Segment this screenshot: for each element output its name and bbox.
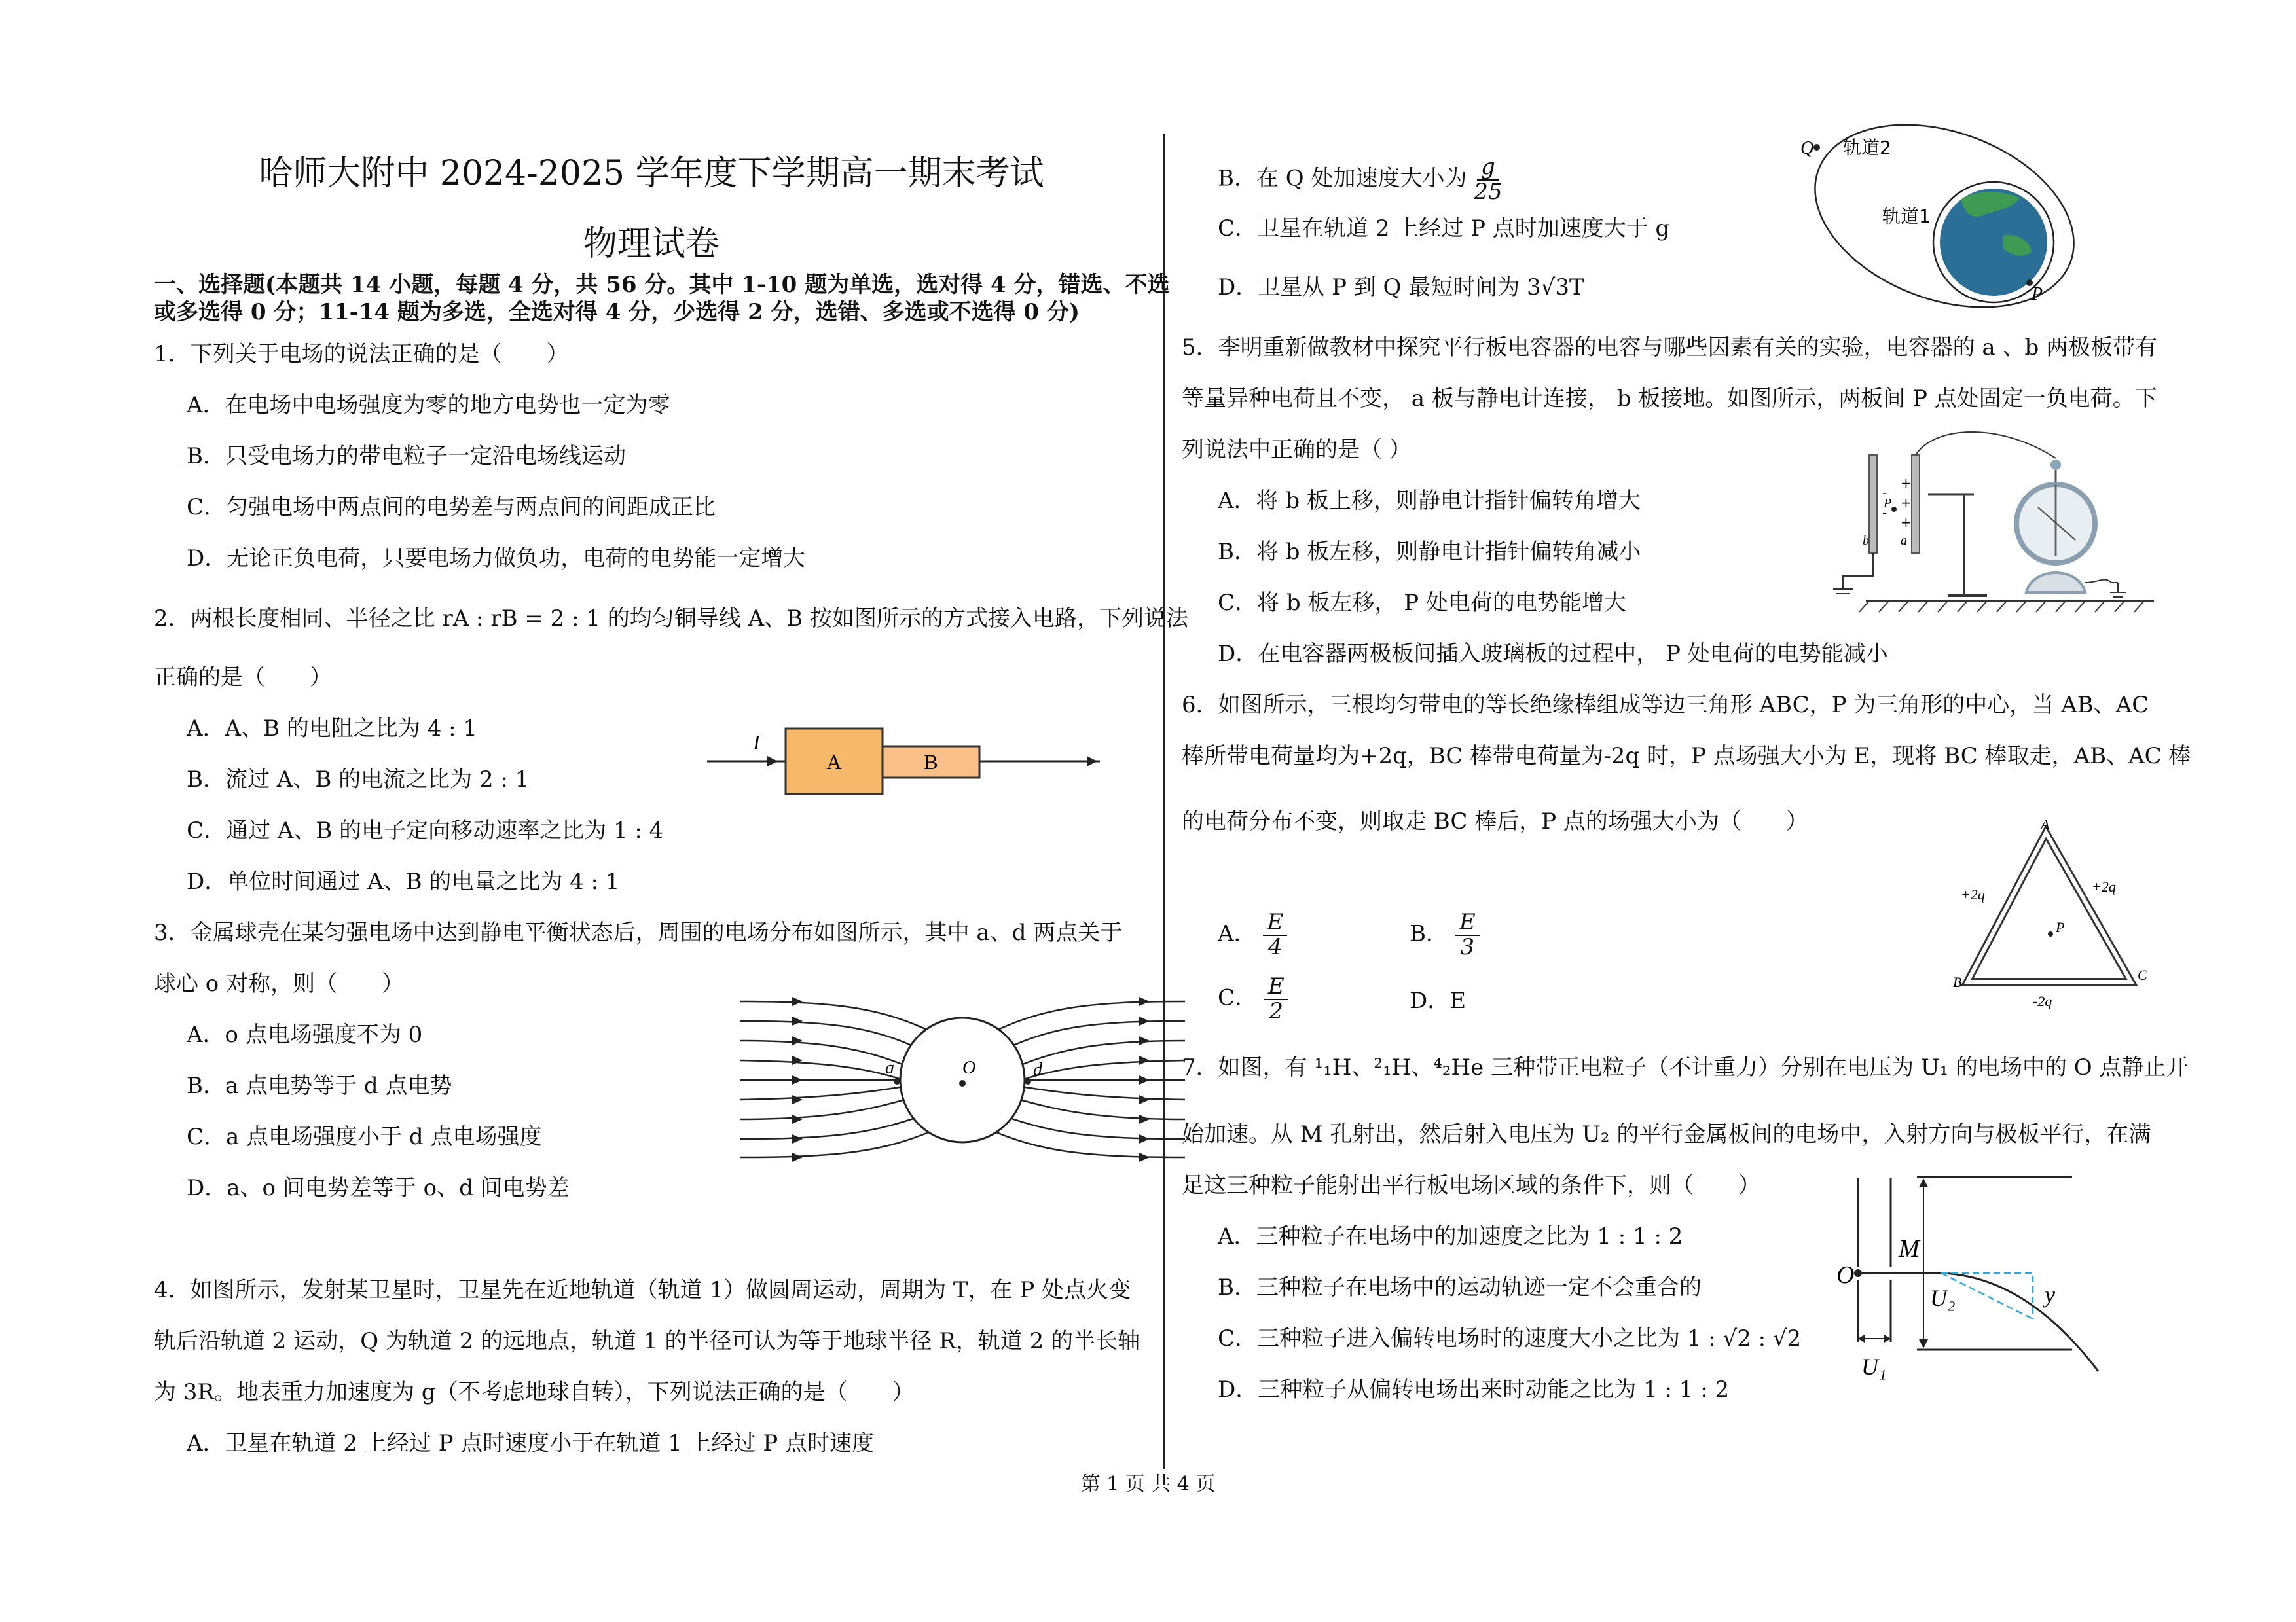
q3-option-c: C．a 点电场强度小于 d 点电场强度: [187, 1124, 542, 1150]
q2-option-a: A．A、B 的电阻之比为 4 : 1: [187, 715, 478, 742]
q2-current-label: I: [753, 730, 760, 754]
q3-stem-line2: 球心 o 对称，则（ ）: [154, 971, 405, 997]
q5-capacitor-figure: [1830, 425, 2157, 615]
svg-text:-: -: [1882, 485, 1887, 501]
q3-label-d: d: [1033, 1060, 1042, 1080]
q6-stem-line1: 6．如图所示，三根均匀带电的等长绝缘棒组成等边三角形 ABC，P 为三角形的中心，当 AB、AC: [1182, 692, 2149, 718]
q3-field-figure: [740, 988, 1185, 1165]
q6-option-c-fraction: [1264, 975, 1288, 1023]
q6-option-d: D．E: [1410, 988, 1467, 1014]
svg-text:-: -: [1882, 505, 1887, 520]
q4-b-denominator: 25: [1474, 178, 1503, 205]
q7-label-u1: U₁: [1861, 1354, 1887, 1380]
q4-option-c: C．卫星在轨道 2 上经过 P 点时加速度大于 g: [1218, 215, 1670, 242]
q5-option-b: B．将 b 板左移，则静电计指针偏转角减小: [1218, 539, 1641, 565]
q6-option-b-label: B．: [1410, 920, 1448, 947]
q2-option-d: D．单位时间通过 A、B 的电量之比为 4 : 1: [187, 869, 620, 895]
q6-a-denominator: 4: [1267, 933, 1283, 960]
q4-option-d: D．卫星从 P 到 Q 最短时间为 3√3T: [1218, 274, 1584, 300]
q4-option-b-text: B．在 Q 处加速度大小为: [1218, 165, 1467, 192]
q7-deflection-figure: [1836, 1165, 2111, 1388]
q7-option-b: B．三种粒子在电场中的运动轨迹一定不会重合的: [1218, 1274, 1702, 1301]
page-footer: 第 1 页 共 4 页: [1080, 1473, 1216, 1496]
q5-option-d: D．在电容器两极板间插入玻璃板的过程中， P 处电荷的电势能减小: [1218, 641, 1888, 667]
q7-stem-line3: 足这三种粒子能射出平行板电场区域的条件下，则（ ）: [1182, 1172, 1760, 1198]
page-title: 哈师大附中 2024-2025 学年度下学期高一期末考试: [259, 154, 1044, 193]
q4-orbit2-label: 轨道2: [1843, 137, 1891, 158]
q3-option-b: B．a 点电势等于 d 点电势: [187, 1073, 452, 1099]
section-heading-line1: 一、选择题(本题共 14 小题，每题 4 分，共 56 分。其中 1-10 题为单选，选对得 4 分，错选、不选: [154, 272, 1170, 298]
page-subtitle: 物理试卷: [583, 225, 720, 264]
q6-option-a: [1218, 911, 1287, 959]
q3-label-a: a: [885, 1058, 894, 1078]
q4-b-numerator: g: [1477, 156, 1499, 181]
q1-option-b: B．只受电场力的带电粒子一定沿电场线运动: [187, 443, 626, 469]
q6-triangle-figure: [1948, 816, 2170, 1016]
q6-label-p: P: [2056, 919, 2065, 935]
q1-option-c: C．匀强电场中两点间的电势差与两点间的间距成正比: [187, 494, 716, 520]
q6-option-a-fraction: [1263, 911, 1287, 959]
q7-label-m: M: [1899, 1235, 1920, 1263]
q2-stem-line1: 2．两根长度相同、半径之比 rA : rB = 2 : 1 的均匀铜导线 A、B 按如图所示的方式接入电路，下列说法: [154, 605, 1188, 632]
q6-label-c: C: [2138, 967, 2147, 983]
section-heading-line2: 或多选得 0 分；11-14 题为多选，全选对得 4 分，少选得 2 分，选错、多选或不选得 0 分): [154, 299, 1080, 325]
q4-option-a: A．卫星在轨道 2 上经过 P 点时速度小于在轨道 1 上经过 P 点时速度: [187, 1430, 875, 1456]
q6-label-a: A: [2041, 816, 2050, 833]
q4-orbit-figure: [1800, 124, 2079, 314]
q3-option-d: D．a、o 间电势差等于 o、d 间电势差: [187, 1175, 570, 1201]
q7-stem-line2: 始加速。从 M 孔射出，然后射入电压为 U₂ 的平行金属板间的电场中，入射方向与极板平行，在满: [1182, 1121, 2151, 1147]
q5-stem-line3: 列说法中正确的是（ ）: [1182, 437, 1412, 463]
q5-option-c: C．将 b 板左移， P 处电荷的电势能增大: [1218, 590, 1626, 616]
q7-label-y: y: [2045, 1282, 2055, 1308]
q4-option-b-fraction: [1474, 156, 1502, 204]
q5-option-a: A．将 b 板上移，则静电计指针偏转角增大: [1218, 488, 1641, 514]
q7-option-c: C．三种粒子进入偏转电场时的速度大小之比为 1 : √2 : √2: [1218, 1325, 1802, 1352]
q4-label-p: P: [2032, 284, 2043, 304]
q4-orbit1-label: 轨道1: [1882, 206, 1931, 227]
q3-stem-line1: 3．金属球壳在某匀强电场中达到静电平衡状态后，周围的电场分布如图所示，其中 a、d 两点关于: [154, 920, 1123, 946]
q4-stem-line2: 轨后沿轨道 2 运动，Q 为轨道 2 的远地点，轨道 1 的半径可认为等于地球半径 R，轨道 2 的半长轴: [154, 1328, 1140, 1354]
q7-label-u2: U₂: [1930, 1285, 1956, 1311]
q5-stem-line2: 等量异种电荷且不变， a 板与静电计连接， b 板接地。如图所示，两板间 P 点处固定一负电荷。下: [1182, 386, 2157, 412]
svg-text:+: +: [1901, 475, 1912, 491]
q6-b-denominator: 3: [1460, 933, 1475, 960]
q4-stem-line3: 为 3R。地表重力加速度为 g（不考虑地球自转），下列说法正确的是（ ）: [154, 1379, 915, 1405]
q1-option-d: D．无论正负电荷，只要电场力做负功，电荷的电势能一定增大: [187, 545, 806, 571]
q6-stem-line3: 的电荷分布不变，则取走 BC 棒后，P 点的场强大小为（ ）: [1182, 808, 1808, 835]
q6-label-b: B: [1953, 974, 1962, 990]
q6-option-c-label: C．: [1218, 984, 1258, 1011]
q3-label-o: O: [962, 1058, 976, 1078]
q5-label-a: a: [1901, 533, 1907, 548]
q6-a-numerator: E: [1263, 911, 1287, 936]
q4-label-q: Q: [1800, 138, 1814, 158]
q6-option-c: [1218, 975, 1288, 1023]
q2-option-c: C．通过 A、B 的电子定向移动速率之比为 1 : 4: [187, 818, 664, 844]
q2-option-b: B．流过 A、B 的电流之比为 2 : 1: [187, 766, 530, 793]
q1-option-a: A．在电场中电场强度为零的地方电势也一定为零: [187, 392, 670, 418]
svg-text:+: +: [1901, 514, 1912, 530]
q7-stem-line1: 7．如图，有 ¹₁H、²₁H、⁴₂He 三种带正电粒子（不计重力）分别在电压为 U₁ 的电场中的 O 点静止开: [1182, 1054, 2189, 1081]
q2-box-b-label: B: [924, 750, 938, 774]
q6-b-numerator: E: [1455, 911, 1480, 936]
q4-option-b: [1218, 156, 1503, 204]
q5-label-b: b: [1863, 533, 1869, 548]
q6-option-a-label: A．: [1218, 920, 1256, 947]
q2-box-a-label: A: [826, 750, 842, 774]
q6-c-denominator: 2: [1269, 998, 1284, 1024]
q3-option-a: A．o 点电场强度不为 0: [187, 1022, 423, 1048]
q2-stem-line2: 正确的是（ ）: [154, 664, 332, 691]
q7-option-a: A．三种粒子在电场中的加速度之比为 1 : 1 : 2: [1218, 1223, 1683, 1250]
q7-label-o: O: [1836, 1261, 1855, 1289]
q5-label-p: P: [1884, 496, 1892, 511]
q6-stem-line2: 棒所带电荷量均为+2q，BC 棒带电荷量为-2q 时，P 点场强大小为 E，现将 BC 棒取走，AB、AC 棒: [1182, 743, 2191, 769]
q2-circuit-figure: [694, 720, 1205, 812]
q7-option-d: D．三种粒子从偏转电场出来时动能之比为 1 : 1 : 2: [1218, 1377, 1730, 1403]
q6-label-ac: +2q: [2092, 878, 2116, 895]
q1-stem: 1．下列关于电场的说法正确的是（ ）: [154, 341, 569, 367]
q6-label-ab: +2q: [1961, 886, 1985, 903]
q6-c-numerator: E: [1264, 975, 1288, 1000]
q5-stem-line1: 5．李明重新做教材中探究平行板电容器的电容与哪些因素有关的实验，电容器的 a 、b 两极板带有: [1182, 334, 2158, 361]
q6-option-b: [1410, 911, 1480, 959]
q6-option-b-fraction: [1455, 911, 1480, 959]
svg-text:+: +: [1901, 495, 1912, 511]
q6-label-bc: -2q: [2033, 993, 2052, 1009]
q4-stem-line1: 4．如图所示，发射某卫星时，卫星先在近地轨道（轨道 1）做圆周运动，周期为 T，在 P 处点火变: [154, 1277, 1131, 1303]
